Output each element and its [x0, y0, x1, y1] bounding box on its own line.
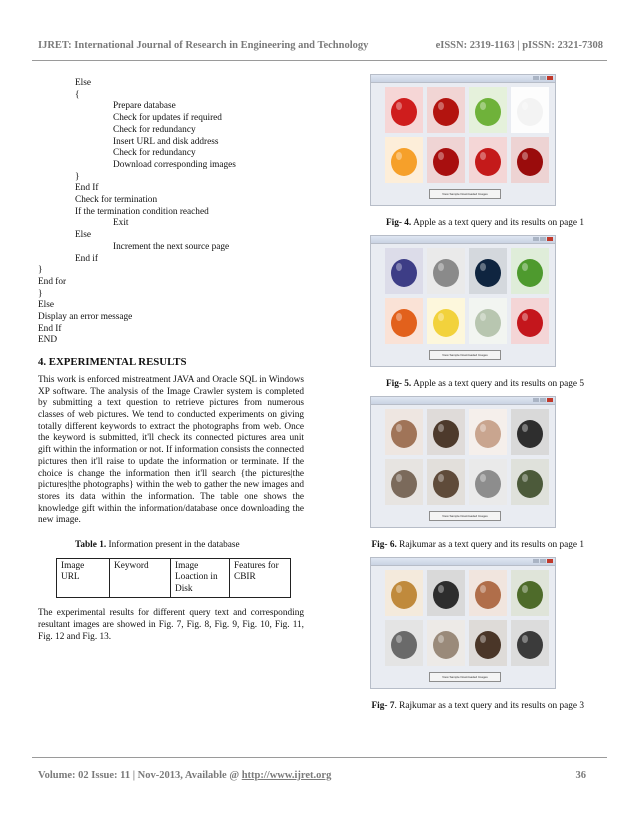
code-line: End if	[75, 253, 98, 264]
result-image-portrait	[469, 570, 507, 616]
result-image-grid	[371, 405, 555, 505]
database-table	[56, 558, 291, 599]
table-cell: Image Loaction in Disk	[171, 558, 230, 598]
maximize-icon	[540, 398, 546, 402]
figure-caption	[322, 701, 606, 711]
result-image-photo	[385, 620, 423, 666]
code-line: End for	[38, 276, 67, 287]
result-image-red-apple	[511, 137, 549, 183]
issn: eISSN: 2319-1163 | pISSN: 2321-7308	[435, 40, 603, 51]
close-icon	[547, 559, 553, 563]
code-line: Download corresponding images	[113, 159, 236, 170]
code-line: Check for updates if required	[113, 113, 222, 124]
window-titlebar	[371, 75, 555, 83]
code-line: }	[38, 288, 43, 299]
result-window-screenshot	[370, 396, 556, 528]
body-paragraph: This work is enforced mistreatment JAVA and Oracle SQL in Windows XP software. The analysis of the Image Crawler system is completed by submitting a text question to retrieve pictures from numerous classes of web pictures. We tend to conducted experiments on giving totally different keywords to extract the photographs from web. Once the keyword is submitted, it'll check its connected pictures area unit gift within the information or not. If information consists the connected pictures then it'll raise to update the information or terminate. If the choice is change the information then it'll search {the pictures|the pictures|the photographs} within the web to gather the new images and stores its data within the information. The table one shows the knowledge gift within the information/database once downloading the new image.	[38, 374, 304, 526]
result-image-portrait	[511, 409, 549, 455]
result-image-strawberries	[511, 298, 549, 344]
code-line: Else	[38, 300, 55, 311]
minimize-icon	[533, 237, 539, 241]
result-image-green-apple	[511, 248, 549, 294]
close-icon	[547, 237, 553, 241]
result-image-photo	[469, 459, 507, 505]
results-paragraph: The experimental results for different query text and corresponding resultant images are showed in Fig. 7, Fig. 8, Fig. 9, Fig. 10, Fig. 11, Fig. 12 and Fig. 13.	[38, 608, 304, 642]
table-caption-label: Table 1.	[75, 540, 107, 551]
table-cell: Image URL	[57, 558, 110, 598]
page-number: 36	[575, 770, 586, 781]
result-image-dark-apple-logo	[469, 248, 507, 294]
result-window-screenshot	[370, 235, 556, 367]
window-controls	[533, 76, 553, 80]
result-window-screenshot	[370, 74, 556, 206]
window-controls	[533, 559, 553, 563]
minimize-icon	[533, 559, 539, 563]
code-line: Else	[75, 78, 92, 88]
code-line: Check for termination	[75, 195, 158, 206]
table-caption-text: Information present in the database	[106, 540, 240, 551]
result-image-photo	[427, 620, 465, 666]
table-row	[57, 558, 291, 598]
close-icon	[547, 76, 553, 80]
result-image-red-apple	[469, 137, 507, 183]
view-sample-images-button[interactable]: View Sample Downloaded Images	[429, 672, 501, 682]
header-divider	[32, 60, 607, 61]
result-image-grid	[371, 244, 555, 344]
figure-caption	[322, 379, 606, 389]
maximize-icon	[540, 76, 546, 80]
window-titlebar	[371, 236, 555, 244]
code-line: End If	[38, 323, 62, 334]
result-image-red-apple	[385, 87, 423, 133]
figure-label: Fig- 5.	[385, 379, 412, 389]
result-image-bananas	[427, 298, 465, 344]
view-sample-images-button[interactable]: View Sample Downloaded Images	[429, 189, 501, 199]
code-line: END	[38, 335, 58, 346]
result-image-gray-apple-logo	[427, 248, 465, 294]
window-titlebar	[371, 558, 555, 566]
left-column	[38, 78, 304, 643]
result-image-red-apple	[427, 87, 465, 133]
code-line: {	[75, 89, 80, 100]
window-titlebar	[371, 397, 555, 405]
figure-caption-text: Apple as a text query and its results on page 5	[411, 379, 584, 389]
code-line: End If	[75, 183, 99, 194]
code-line: Insert URL and disk address	[113, 136, 219, 147]
code-line: Check for redundancy	[113, 124, 196, 135]
code-line: Else	[75, 230, 92, 241]
maximize-icon	[540, 237, 546, 241]
code-line: Exit	[113, 218, 129, 229]
minimize-icon	[533, 76, 539, 80]
figure-label: Fig- 4.	[385, 218, 412, 228]
pseudocode	[38, 78, 304, 347]
window-controls	[533, 237, 553, 241]
code-line: Prepare database	[113, 101, 176, 112]
result-image-strawberry	[469, 298, 507, 344]
result-image-blue-apple-wallpaper	[385, 248, 423, 294]
view-sample-images-button[interactable]: View Sample Downloaded Images	[429, 350, 501, 360]
running-header	[38, 40, 603, 51]
result-image-photo	[511, 459, 549, 505]
result-image-portrait	[469, 620, 507, 666]
result-image-orange-wallpaper	[385, 298, 423, 344]
maximize-icon	[540, 559, 546, 563]
figure-caption	[322, 540, 606, 550]
view-sample-images-button[interactable]: View Sample Downloaded Images	[429, 511, 501, 521]
footer-divider	[32, 757, 607, 758]
code-line: If the termination condition reached	[75, 206, 209, 217]
volume-text: Volume: 02 Issue: 11 | Nov-2013, Available @	[38, 770, 242, 781]
result-image-apple-logo	[511, 87, 549, 133]
minimize-icon	[533, 398, 539, 402]
section-heading: 4. EXPERIMENTAL RESULTS	[38, 356, 187, 369]
result-image-green-apple	[469, 87, 507, 133]
result-image-film-strip	[427, 570, 465, 616]
code-line: Display an error message	[38, 312, 133, 323]
result-image-portrait	[385, 409, 423, 455]
table-cell: Features for CBIR	[230, 558, 291, 598]
result-window-screenshot	[370, 557, 556, 689]
table-cell: Keyword	[110, 558, 171, 598]
figure-caption	[322, 218, 606, 228]
figure-label: Fig- 7	[371, 701, 395, 711]
journal-link[interactable]: http://www.ijret.org	[241, 770, 332, 781]
result-image-red-apple	[427, 137, 465, 183]
figure-label: Fig- 6.	[371, 540, 397, 550]
figure-caption-text: . Rajkumar as a text query and its results on page 3	[394, 701, 584, 711]
result-image-portrait	[385, 570, 423, 616]
result-image-grid	[371, 566, 555, 666]
close-icon	[547, 398, 553, 402]
code-line: Check for redundancy	[113, 148, 196, 159]
right-column	[322, 74, 606, 718]
result-image-photo	[385, 459, 423, 505]
running-footer	[38, 770, 586, 781]
result-image-portrait	[427, 409, 465, 455]
figure-caption-text: Apple as a text query and its results on page 1	[411, 218, 584, 228]
result-image-portrait	[469, 409, 507, 455]
window-controls	[533, 398, 553, 402]
volume-info	[38, 770, 331, 781]
code-line: Increment the next source page	[113, 241, 230, 252]
result-image-photo	[427, 459, 465, 505]
figure-caption-text: Rajkumar as a text query and its results on page 1	[396, 540, 584, 550]
code-line: }	[75, 171, 80, 182]
result-image-portrait	[511, 620, 549, 666]
code-line: }	[38, 265, 43, 276]
journal-title: IJRET: International Journal of Research in Engineering and Technology	[38, 40, 369, 51]
result-image-portrait	[511, 570, 549, 616]
table-caption	[75, 540, 304, 552]
result-image-rainbow-apple-logo	[385, 137, 423, 183]
result-image-grid	[371, 83, 555, 183]
